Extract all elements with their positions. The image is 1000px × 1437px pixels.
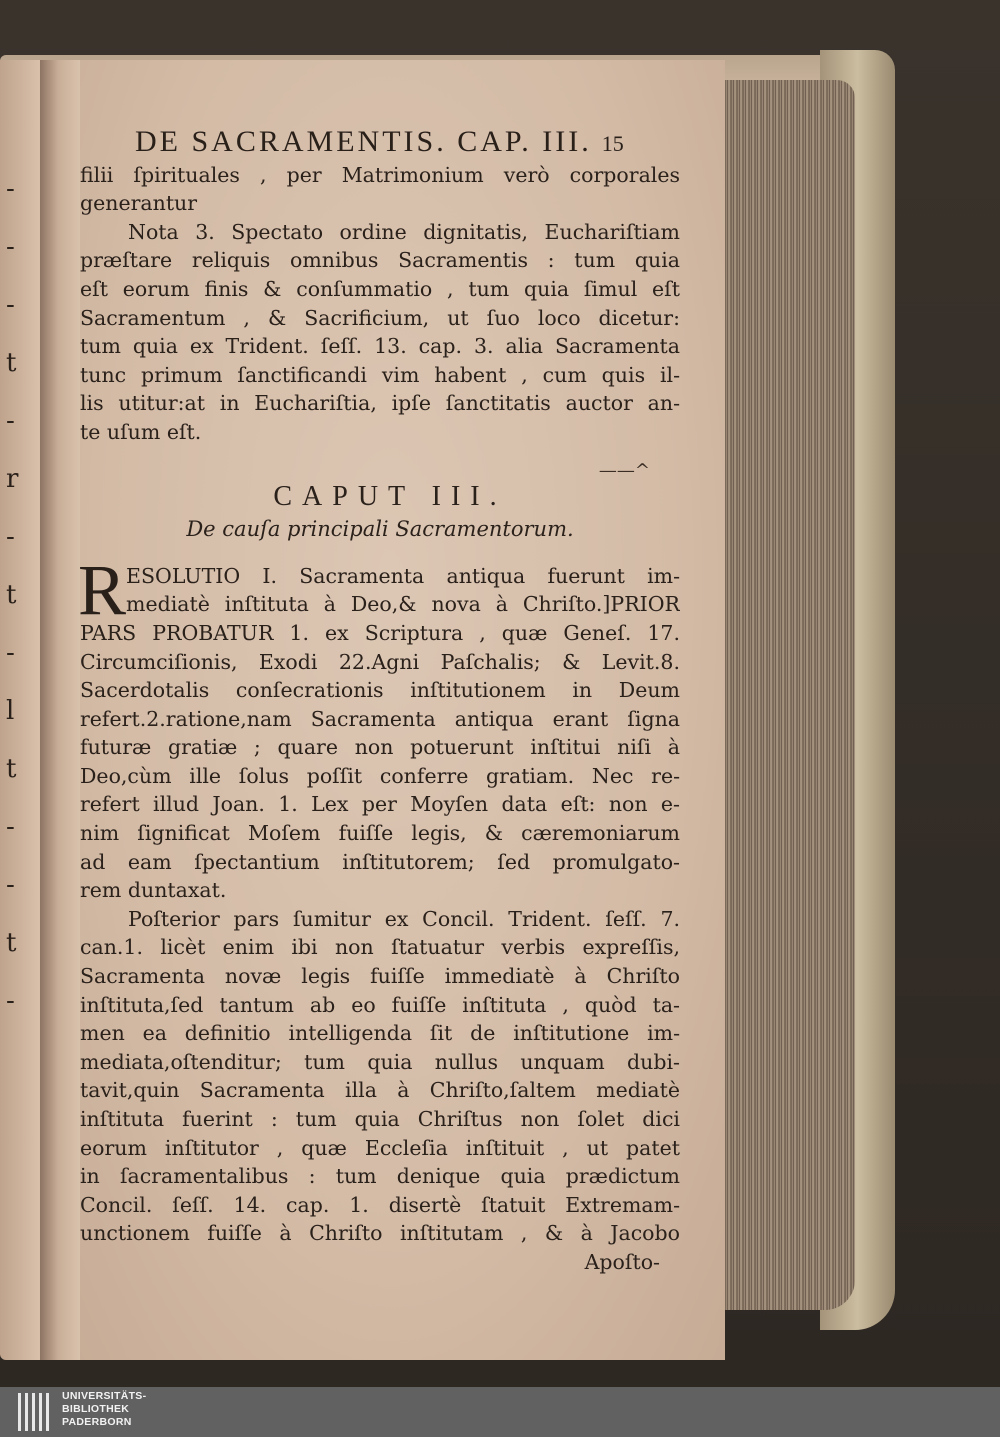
text-line: tavit,quin Sacramenta illa à Chriſto,ſaltem mediatè: [80, 1078, 680, 1103]
chapter-title: CAPUT III.: [273, 480, 507, 512]
margin-fragment: r: [6, 464, 19, 494]
text-line: refert.2.ratione,nam Sacramenta antiqua erant ſigna: [80, 706, 680, 731]
ornament: [80, 447, 680, 481]
margin-fragment: t: [6, 754, 17, 784]
margin-fragment: t: [6, 348, 17, 378]
margin-fragment: t: [6, 928, 17, 958]
text-line: Poſterior pars ſumitur ex Concil. Trident. ſeſſ. 7.: [128, 906, 680, 931]
margin-fragment: -: [6, 290, 15, 320]
margin-fragment: -: [6, 174, 15, 204]
margin-fragment: -: [6, 406, 15, 436]
margin-fragment: -: [6, 638, 15, 668]
text-line: PARS PROBATUR 1. ex Scriptura , quæ Geneſ. 17.: [80, 620, 680, 645]
text-line: ad eam ſpectantium inſtitutorem; ſed promulgato-: [80, 849, 680, 874]
text-line: Deo,cùm ille ſolus poſſit conferre gratiam. Nec re-: [80, 763, 680, 788]
text-line: eorum inſtitutor , quæ Eccleſia inſtituit , ut patet: [80, 1135, 680, 1160]
page-number: 15: [601, 131, 624, 156]
margin-fragment: -: [6, 870, 15, 900]
text-line: inſtituta,ſed tantum ab eo fuiſſe inſtituta , quòd ta-: [80, 992, 680, 1017]
text-line: rem duntaxat.: [80, 878, 227, 903]
resolutio-paragraph: [78, 549, 680, 905]
text-line: eſt eorum finis & conſummatio , tum quia ſimul eſt: [80, 276, 680, 301]
book-gutter: [40, 60, 80, 1360]
text-line: inſtituta fuerint : tum quia Chriſtus non ſolet dici: [80, 1107, 680, 1131]
margin-fragment: -: [6, 812, 15, 842]
nota-paragraph: [80, 218, 680, 447]
text-line: Concil. ſeſſ. 14. cap. 1. disertè ſtatuit Extremam-: [80, 1192, 680, 1217]
text-line: nim ſignificat Moſem fuiſſe legis, & cæremoniarum: [80, 821, 680, 846]
running-header: [135, 125, 680, 159]
posterior-paragraph: [80, 905, 680, 1248]
margin-fragment: t: [6, 580, 17, 610]
library-logo-icon: [18, 1393, 52, 1431]
text-line: refert illud Joan. 1. Lex per Moyſen data eſt: non e-: [80, 792, 680, 817]
text-line: Sacramenta novæ legis fuiſſe immediatè à Chriſto: [80, 964, 680, 989]
text-line: tum quia ex Trident. ſeſſ. 13. cap. 3. alia Sacramenta: [80, 334, 680, 359]
text-line: præſtare reliquis omnibus Sacramentis : tum quia: [80, 248, 680, 273]
running-title: DE SACRAMENTIS. CAP. III.: [135, 125, 592, 158]
text-line: Sacramentum , & Sacrificium, ut ſuo loco dicetur:: [80, 305, 680, 330]
text-line: Sacerdotalis conſecrationis inſtitutionem in Deum: [80, 678, 680, 703]
text-line: tunc primum ſanctificandi vim habent , cum quis il-: [80, 362, 680, 387]
ornament-flourish: ——^: [598, 459, 650, 481]
text-line: unctionem fuiſſe à Chriſto inſtitutam , & à Jacobo: [80, 1221, 680, 1246]
margin-fragment: -: [6, 522, 15, 552]
margin-fragment: -: [6, 986, 15, 1016]
text-line: generantur: [80, 191, 198, 216]
text-line: men ea definitio intelligenda ſit de inſtitutione im-: [80, 1021, 680, 1046]
text-line: in ſacramentalibus : tum denique quia prædictum: [80, 1164, 680, 1189]
text-line: can.1. licèt enim ibi non ſtatuatur verbis expreſſis,: [80, 935, 680, 960]
margin-fragment: -: [6, 232, 15, 262]
text-line: lis utitur:at in Euchariſtia, ipſe ſanctitatis auctor an-: [80, 391, 680, 416]
margin-fragment: l: [6, 696, 15, 726]
text-line: mediata,oſtenditur; tum quia nullus unquam dubi-: [80, 1049, 680, 1074]
library-name: [62, 1390, 146, 1429]
text-line: filii ſpirituales , per Matrimonium verò corporales: [80, 162, 680, 187]
chapter-subtitle: De cauſa principali Sacramentorum.: [186, 517, 574, 542]
text-line: ESOLUTIO I. Sacramenta antiqua fuerunt im-: [126, 563, 680, 588]
library-name-line2: BIBLIOTHEK: [62, 1403, 130, 1415]
text-line: futuræ gratiæ ; quare non potuerunt inſtitui niſi à: [80, 735, 680, 760]
library-name-line3: PADERBORN: [62, 1416, 132, 1428]
drop-initial: R: [78, 549, 127, 630]
page-stack-edge: [715, 80, 855, 1310]
text-line: Nota 3. Spectato ordine dignitatis, Euchariſtiam: [128, 219, 680, 244]
catchword: Apoſto-: [584, 1249, 660, 1274]
text-line: Circumciſionis, Exodi 22.Agni Paſchalis; & Levit.8.: [80, 649, 680, 674]
left-margin-fragments: [6, 160, 36, 1030]
text-line: mediatè inſtituta à Deo,& nova à Chriſto.]PRIOR: [126, 592, 680, 617]
text-line: te uſum eſt.: [80, 419, 202, 444]
footer-bar: [0, 1387, 1000, 1437]
page-text: [78, 125, 680, 1277]
intro-paragraph: [80, 161, 680, 218]
library-name-line1: UNIVERSITÄTS-: [62, 1390, 147, 1402]
